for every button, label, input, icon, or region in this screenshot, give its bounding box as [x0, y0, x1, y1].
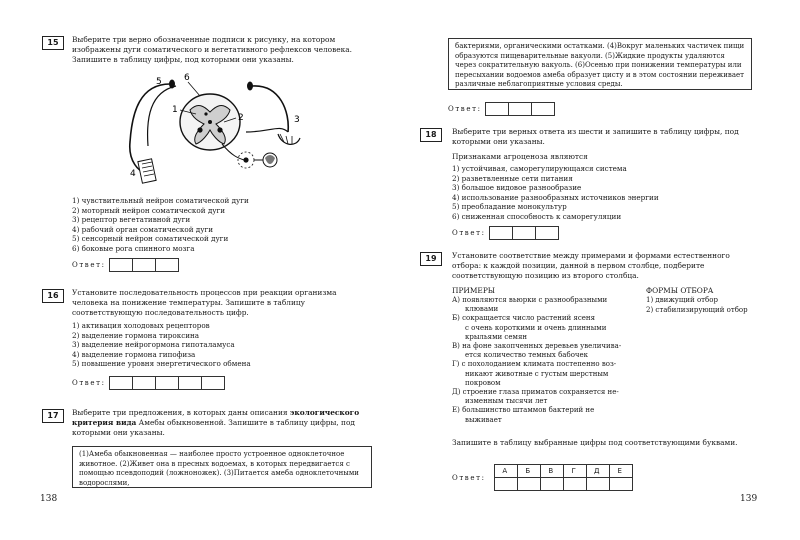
question-19-text: Установите соответствие между примерами и формами естественного отбора: к каждой позиции, данной в первом столбце, подберите соответствующую позицию из второго столбца. [452, 251, 730, 280]
q15-answer-cell[interactable] [132, 258, 156, 272]
q18-answer-label: Ответ: [452, 229, 486, 237]
question-number-18: 18 [420, 128, 442, 142]
q19-col2-header: ФОРМЫ ОТБОРА [646, 286, 714, 295]
q19-example-b [452, 314, 642, 342]
figure-label-5: 5 [156, 77, 162, 87]
q19-answer-row [494, 478, 632, 491]
q15-option-2: 2) моторный нейрон соматической дуги [72, 205, 226, 215]
q18-option-2: 2) разветвленные сети питания [452, 173, 573, 183]
spinal-cord [180, 94, 240, 150]
q19-answer-cell[interactable] [517, 478, 540, 491]
q16-answer-cell[interactable] [178, 376, 202, 390]
question-16-options [72, 321, 251, 369]
q19-example-f [452, 406, 642, 424]
q17-num-text: 17 [47, 411, 59, 420]
q16-answer-cell[interactable] [201, 376, 225, 390]
q17-answer-cell[interactable] [508, 102, 532, 116]
figure-label-6: 6 [184, 73, 190, 83]
q19-example-line: клювами [465, 305, 499, 314]
q16-answer-cell[interactable] [109, 376, 133, 390]
q19-letters-row [494, 465, 632, 478]
q19-letter: А [494, 465, 517, 478]
q17-text-a: Выберите три предложения, в которых даны описания [72, 408, 290, 417]
figure-label-2: 2 [238, 113, 244, 123]
q19-answer-label: Ответ: [452, 473, 486, 482]
q19-form-2: 2) стабилизирующий отбор [646, 305, 748, 314]
q18-answer-cell[interactable] [512, 226, 536, 240]
q16-answer-cell[interactable] [132, 376, 156, 390]
q15-option-5: 5) сенсорный нейрон соматической дуги [72, 234, 229, 244]
q19-example-line: А) появляются вьюрки с разнообразными [452, 296, 608, 304]
q16-answer-label: Ответ: [72, 379, 106, 387]
reflex-arc-diagram [120, 72, 310, 194]
q18-option-4: 4) использование разнообразных источников энергии [452, 192, 659, 202]
question-17-text [72, 408, 372, 438]
q19-example-line: Г) с похолоданием климата постепенно воз- [452, 360, 617, 369]
motor-arc [148, 86, 176, 146]
q19-letter: Е [609, 465, 632, 478]
q19-letter: Д [586, 465, 609, 478]
question-number-19: 19 [420, 252, 442, 266]
q16-answer [72, 376, 225, 390]
q19-example-d [452, 360, 642, 388]
q18-answer-cell[interactable] [535, 226, 559, 240]
q17-answer [448, 102, 555, 116]
q15-answer-cell[interactable] [109, 258, 133, 272]
q16-option-2: 2) выделение гормона тироксина [72, 330, 200, 340]
question-16-text: Установите последовательность процессов при реакции организма человека на понижение температуры. Запишите в таблицу соответствующую последовательность цифр. [72, 288, 337, 317]
q16-answer-cell[interactable] [155, 376, 179, 390]
right-arc [252, 86, 288, 132]
q19-example-line: В) на фоне закопченных деревьев увеличива- [452, 342, 622, 351]
figure-label-4: 4 [130, 169, 136, 179]
q15-option-6: 6) боковые рога спинного мозга [72, 243, 195, 253]
q17-passage-continued: бактериями, органическими остатками. (4)Вокруг маленьких частичек пищи образуются пищеварительные вакуоли. (5)Жидкие продукты удаляются через сократительную вакуоль. (6)Осенью при понижении температуры или пересыхании водоемов амеба образует цисту и в этом состоянии переживает различные неблагоприятные условия среды. [448, 38, 752, 90]
q19-answer-cell[interactable] [494, 478, 517, 491]
q19-example-a [452, 296, 642, 314]
q17-passage-box: (1)Амеба обыкновенная — наиболее просто устроенное одноклеточное животное. (2)Живет она в пресных водоемах, в которых передвигается с помощью псевдоподий (ложноножек). (3)Питается амеба одноклеточными водорослями, [72, 446, 372, 488]
q19-example-line: крыльями семян [465, 332, 528, 341]
q19-example-line: изменным тысячи лет [465, 397, 548, 406]
question-18-options [452, 164, 659, 222]
q19-answer-cell[interactable] [563, 478, 586, 491]
q15-option-4: 4) рабочий орган соматической дуги [72, 224, 214, 234]
question-15-options [72, 196, 249, 254]
q19-example-e [452, 388, 642, 406]
q16-option-1: 1) активация холодовых рецепторов [72, 321, 210, 330]
q17-text-b: Амебы обыкновенной. Запишите в таблицу цифры, под которыми они указаны. [72, 418, 355, 437]
figure-label-1: 1 [172, 105, 178, 115]
ganglion-5 [169, 80, 175, 89]
q16-option-5: 5) повышение уровня энергетического обмена [72, 359, 251, 369]
q17-text-bold: экологического критерия вида [72, 408, 360, 427]
q19-answer-table [494, 464, 633, 491]
q19-example-line: Е) большинство штаммов бактерий не [452, 406, 595, 415]
ganglion-right [247, 82, 253, 91]
question-18-lead: Признаками агроценоза являются [452, 152, 588, 161]
figure-label-3: 3 [294, 115, 300, 125]
q19-letter: Г [563, 465, 586, 478]
q19-example-line: покровом [465, 378, 501, 387]
receptor-3 [278, 134, 300, 144]
page-number-left: 138 [40, 494, 58, 504]
q18-option-6: 6) сниженная способность к саморегуляции [452, 211, 622, 221]
page-number-right: 139 [740, 494, 758, 504]
q18-option-5: 5) преобладание монокультур [452, 202, 567, 212]
question-number-16: 16 [42, 289, 64, 303]
q19-example-line: Д) строение глаза приматов сохраняется не- [452, 388, 619, 397]
q19-example-line: выживает [465, 415, 502, 424]
muscle-4 [138, 159, 156, 183]
q19-example-c [452, 342, 642, 360]
question-number-15: 15 [42, 36, 64, 50]
q15-option-1: 1) чувствительный нейрон соматической дуги [72, 196, 249, 205]
q18-option-1: 1) устойчивая, саморегулирующаяся система [452, 164, 627, 173]
q19-example-line: никают животные с густым шерстным [465, 369, 609, 378]
q18-answer-cell[interactable] [489, 226, 513, 240]
q19-answer [452, 464, 633, 491]
q16-option-3: 3) выделение нейрогормона гипоталамуса [72, 340, 235, 350]
q19-letter: Б [517, 465, 540, 478]
page-139 [400, 0, 800, 540]
question-15-text: Выберите три верно обозначенные подписи к рисунку, на котором изображены дуги соматического и вегетативного рефлексов человека. Запишите в таблицу цифры, под которыми они указаны. [72, 35, 353, 64]
q17-answer-cell[interactable] [485, 102, 509, 116]
q19-forms [646, 296, 748, 315]
q16-option-4: 4) выделение гормона гипофиза [72, 349, 196, 359]
q19-answer-cell[interactable] [586, 478, 609, 491]
q19-examples [452, 296, 642, 425]
question-18-text: Выберите три верных ответа из шести и запишите в таблицу цифры, под которыми они указаны. [452, 127, 739, 146]
q17-answer-cell[interactable] [531, 102, 555, 116]
q15-answer-cell[interactable] [155, 258, 179, 272]
q19-col1-header: ПРИМЕРЫ [452, 286, 496, 295]
q17-answer-label: Ответ: [448, 105, 482, 113]
q19-instruction: Запишите в таблицу выбранные цифры под соответствующими буквами. [452, 438, 738, 447]
q19-example-line: с очень короткими и очень длинными [465, 323, 607, 332]
q19-example-line: Б) сокращается число растений ясеня [452, 314, 595, 323]
q19-form-1: 1) движущий отбор [646, 296, 718, 304]
question-number-17 [42, 409, 64, 423]
q18-answer [452, 226, 559, 240]
q15-answer-label: Ответ: [72, 261, 106, 269]
q15-answer [72, 258, 179, 272]
q19-answer-cell[interactable] [540, 478, 563, 491]
q19-example-line: ется количество темных бабочек [465, 351, 589, 360]
q19-letter: В [540, 465, 563, 478]
q19-answer-cell[interactable] [609, 478, 632, 491]
q18-option-3: 3) большое видовое разнообразие [452, 183, 582, 193]
q15-option-3: 3) рецептор вегетативной дуги [72, 215, 191, 225]
